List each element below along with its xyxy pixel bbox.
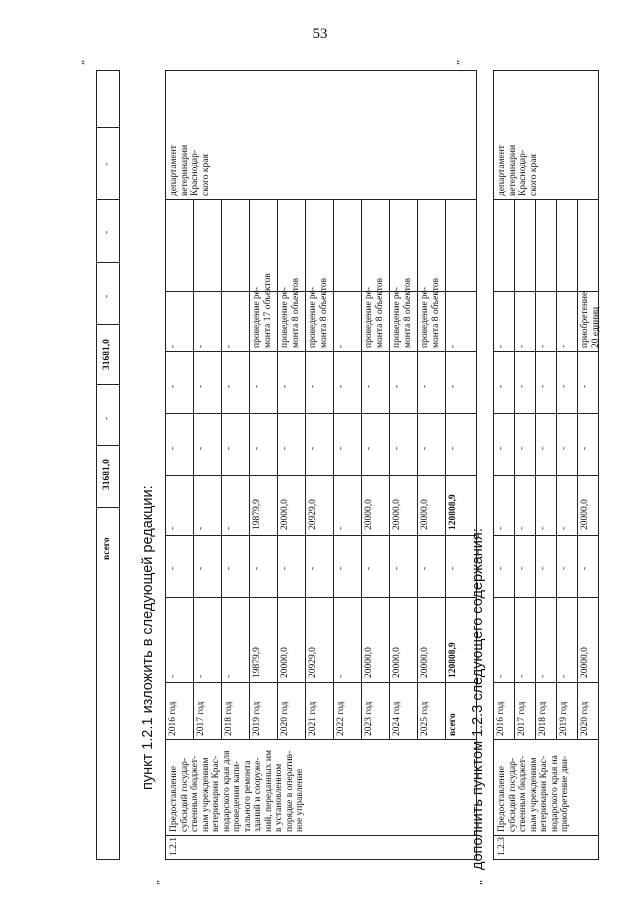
cell-fb: - (420, 566, 430, 570)
cell-vb: - (496, 384, 506, 388)
cell-year: 2025 год (420, 701, 430, 736)
cell-year: 2019 год (559, 701, 569, 736)
cell-total: - (496, 674, 506, 678)
cell-result: проведение ре- монта 8 объектов (280, 277, 301, 348)
cell-vb: - (559, 384, 569, 388)
cell-result: проведение ре- монта 8 объектов (392, 277, 413, 348)
item-title: Предоставление субсидий государ- ственным бюджет- ным учреждениям ветеринарии Крас- нодарского края на приобретение дви- (497, 755, 570, 832)
section-1-2-3-table (493, 70, 599, 860)
cell-fb: - (392, 566, 402, 570)
cell-fb: - (336, 566, 346, 570)
cell-mb: - (308, 446, 318, 450)
cell-kb: 20000,0 (280, 499, 290, 530)
cell-total: 19879,9 (252, 647, 262, 678)
cell-mb: - (559, 446, 569, 450)
department: департамент ветеринарии Краснодар- ского края (497, 144, 539, 196)
section-1-2-1-table (165, 70, 477, 860)
cell-mb: - (336, 446, 346, 450)
cell-kb: 120808,9 (448, 494, 458, 530)
cell-total: 20000,0 (392, 647, 402, 678)
cell-year: 2018 год (538, 701, 548, 736)
cell-fb: - (224, 566, 234, 570)
department: департамент ветеринарии Краснодар- ского края (169, 144, 211, 196)
cell-mb: - (580, 446, 590, 450)
caption-1: пункт 1.2.1 изложить в следующей редакции: (140, 485, 156, 790)
top-row-label: всего (102, 537, 112, 560)
cell-year: 2018 год (224, 701, 234, 736)
cell-kb: - (496, 526, 506, 530)
cell-year: 2023 год (364, 701, 374, 736)
cell-mb: - (364, 446, 374, 450)
cell-year: 2019 год (252, 701, 262, 736)
cell-result: приобретение 20 единиц (580, 291, 601, 348)
cell-result: - (538, 344, 548, 348)
cell-kb: 19879,9 (252, 499, 262, 530)
cell-mb: - (224, 446, 234, 450)
cell-vb: - (580, 384, 590, 388)
cell-year: 2017 год (196, 701, 206, 736)
cell-mb: - (196, 446, 206, 450)
cell-fb: - (308, 566, 318, 570)
cell-kb: 20000,0 (392, 499, 402, 530)
cell-fb: - (448, 566, 458, 570)
top-row-regional: 31681,0 (102, 339, 112, 370)
caption-2: дополнить пунктом 1.2.3 следующего содержания: (470, 528, 486, 870)
cell-mb: - (517, 446, 527, 450)
cell-mb: - (168, 446, 178, 450)
cell-total: - (168, 674, 178, 678)
cell-year: 2020 год (280, 701, 290, 736)
cell-fb: - (252, 566, 262, 570)
quote-mark: ” (478, 880, 490, 885)
cell-result: проведение ре- монта 17 объектов (252, 273, 273, 348)
cell-kb: - (517, 526, 527, 530)
cell-year: 2016 год (168, 701, 178, 736)
cell-vb: - (196, 384, 206, 388)
cell-result: - (168, 344, 178, 348)
cell-result: - (517, 344, 527, 348)
cell-mb: - (420, 446, 430, 450)
top-row-local: - (102, 294, 112, 298)
cell-year: 2022 год (336, 701, 346, 736)
cell-year: 2020 год (580, 701, 590, 736)
cell-total: - (224, 674, 234, 678)
cell-year: 2021 год (308, 701, 318, 736)
item-number: 1.2.3 (497, 837, 507, 856)
quote-mark: ” (80, 60, 92, 65)
cell-result: - (336, 344, 346, 348)
cell-vb: - (308, 384, 318, 388)
cell-mb: - (496, 446, 506, 450)
top-row-federal: - (102, 416, 112, 420)
top-row-total: 31681,0 (102, 459, 112, 490)
cell-kb: - (559, 526, 569, 530)
cell-fb: - (559, 566, 569, 570)
cell-total: - (196, 674, 206, 678)
cell-year: 2017 год (517, 701, 527, 736)
cell-mb: - (280, 446, 290, 450)
cell-result: - (196, 344, 206, 348)
cell-result: проведение ре- монта 8 объектов (308, 277, 329, 348)
cell-vb: - (392, 384, 402, 388)
cell-fb: - (580, 566, 590, 570)
cell-vb: - (538, 384, 548, 388)
cell-result: - (224, 344, 234, 348)
cell-mb: - (392, 446, 402, 450)
cell-kb: 20000,0 (364, 499, 374, 530)
cell-vb: - (517, 384, 527, 388)
cell-kb: 20000,0 (420, 499, 430, 530)
cell-total: 20000,0 (280, 647, 290, 678)
cell-total: 20929,0 (308, 647, 318, 678)
cell-vb: - (336, 384, 346, 388)
cell-mb: - (252, 446, 262, 450)
top-total-row (96, 70, 120, 860)
cell-kb: 20000,0 (580, 499, 590, 530)
cell-fb: - (168, 566, 178, 570)
cell-result: - (559, 344, 569, 348)
cell-total: - (336, 674, 346, 678)
item-number: 1.2.1 (169, 837, 179, 856)
cell-fb: - (496, 566, 506, 570)
quote-mark: ” (455, 60, 467, 65)
quote-mark: ” (155, 880, 167, 885)
top-row-result: - (102, 162, 112, 166)
cell-result: - (496, 344, 506, 348)
page-number: 53 (312, 26, 328, 42)
cell-total: 20000,0 (580, 647, 590, 678)
cell-fb: - (196, 566, 206, 570)
cell-result: проведение ре- монта 8 объектов (420, 277, 441, 348)
cell-total: - (538, 674, 548, 678)
cell-vb: - (448, 384, 458, 388)
cell-mb: - (448, 446, 458, 450)
cell-fb: - (517, 566, 527, 570)
cell-total: 120808,9 (448, 642, 458, 678)
cell-year: 2016 год (496, 701, 506, 736)
cell-fb: - (538, 566, 548, 570)
cell-kb: 20929,0 (308, 499, 318, 530)
cell-kb: - (336, 526, 346, 530)
cell-total: 20000,0 (364, 647, 374, 678)
cell-kb: - (224, 526, 234, 530)
cell-total: - (559, 674, 569, 678)
cell-total: 20000,0 (420, 647, 430, 678)
cell-kb: - (538, 526, 548, 530)
cell-result: - (448, 344, 458, 348)
cell-fb: - (280, 566, 290, 570)
top-row-other: - (102, 230, 112, 234)
cell-kb: - (196, 526, 206, 530)
item-title: Предоставление субсидий государ- ственным бюджет- ным учреждениям ветеринарии Крас- нодарского края для проведения капи- тального ремонта зданий и сооруже- ний, переданных им в установленном порядке в оператив- ное управление (169, 750, 305, 832)
cell-fb: - (364, 566, 374, 570)
cell-year: всего (448, 713, 458, 736)
cell-kb: - (168, 526, 178, 530)
cell-vb: - (168, 384, 178, 388)
cell-year: 2024 год (392, 701, 402, 736)
cell-mb: - (538, 446, 548, 450)
cell-total: - (517, 674, 527, 678)
cell-vb: - (420, 384, 430, 388)
cell-result: проведение ре- монта 8 объектов (364, 277, 385, 348)
cell-vb: - (224, 384, 234, 388)
cell-vb: - (252, 384, 262, 388)
cell-vb: - (280, 384, 290, 388)
cell-vb: - (364, 384, 374, 388)
